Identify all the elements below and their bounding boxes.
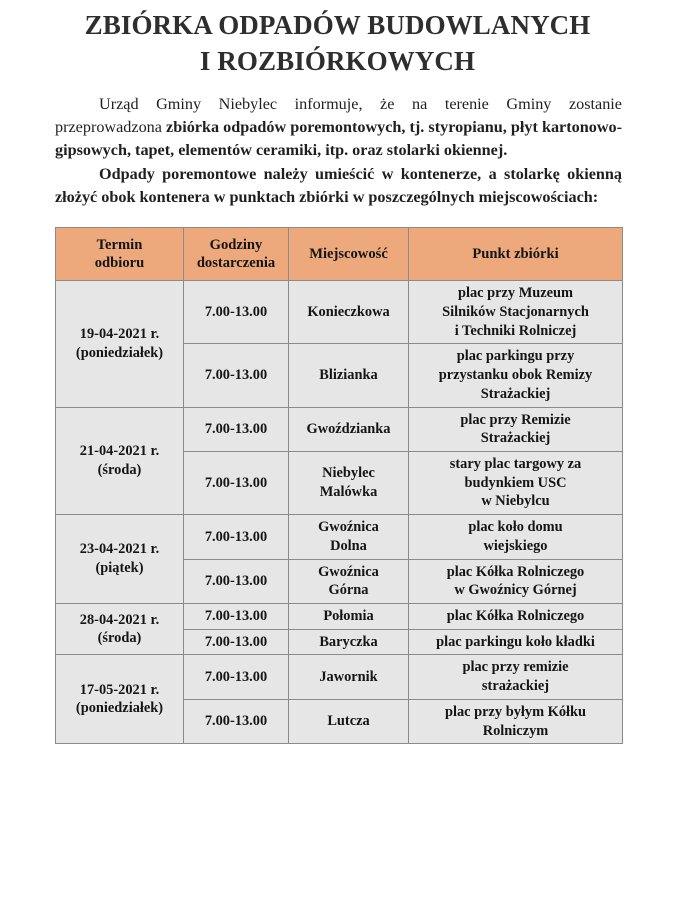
- date-line: 19-04-2021 r.: [79, 326, 160, 343]
- point-lines: [413, 563, 618, 600]
- date-line: (środa): [97, 630, 142, 647]
- cell-pickup-date: [56, 515, 184, 604]
- point-line: Strażackiej: [480, 430, 551, 447]
- announcement-bold-text: zbiórka odpadów poremontowych, tj. styropianu, płyt kartonowo- gipsowych, tapet, elementów ceramiki, itp. oraz stolarki okiennej.: [55, 118, 622, 160]
- point-line: plac przy remizie: [462, 659, 569, 676]
- cell-collection-point: [409, 407, 623, 451]
- locality-line: Niebylec: [322, 465, 375, 482]
- page-title-line-1: ZBIÓRKA ODPADÓW BUDOWLANYCH: [84, 10, 591, 40]
- point-line: plac Kółka Rolniczego: [446, 563, 585, 580]
- locality-line: Gwoźnica: [318, 563, 379, 580]
- table-row: [56, 407, 623, 451]
- locality-lines: [293, 420, 404, 439]
- table-header: [56, 228, 623, 281]
- cell-locality: [289, 407, 409, 451]
- cell-locality: [289, 559, 409, 603]
- cell-pickup-date: [56, 655, 184, 744]
- paragraph-announcement: [55, 93, 622, 162]
- cell-delivery-hours: 7.00-13.00: [184, 629, 289, 655]
- cell-delivery-hours: 7.00-13.00: [184, 452, 289, 515]
- header-line: Punkt zbiórki: [472, 245, 559, 262]
- point-lines: [413, 347, 618, 403]
- cell-collection-point: [409, 452, 623, 515]
- table-row: [56, 515, 623, 559]
- point-line: przystanku obok Remizy: [438, 367, 593, 384]
- header-line: dostarczenia: [196, 255, 276, 272]
- point-line: i Techniki Rolniczej: [454, 322, 577, 339]
- table-header-row: [56, 228, 623, 281]
- cell-delivery-hours: 7.00-13.00: [184, 407, 289, 451]
- point-line: stary plac targowy za: [449, 456, 582, 472]
- column-header-locality: [289, 228, 409, 281]
- date-line: 21-04-2021 r.: [79, 443, 160, 460]
- cell-locality: [289, 344, 409, 407]
- point-line: strażackiej: [481, 678, 550, 695]
- cell-locality: [289, 699, 409, 743]
- locality-line: Jawornik: [319, 668, 378, 685]
- point-line: plac parkingu przy: [456, 348, 575, 365]
- header-lines-hours: [187, 236, 285, 273]
- date-line: 28-04-2021 r.: [79, 611, 160, 628]
- cell-delivery-hours: 7.00-13.00: [184, 699, 289, 743]
- point-line: w Gwoźnicy Górnej: [454, 582, 577, 599]
- intro-text-block: [0, 93, 675, 209]
- cell-locality: [289, 515, 409, 559]
- cell-locality: [289, 655, 409, 699]
- point-line: Strażackiej: [480, 385, 551, 402]
- cell-locality: [289, 281, 409, 344]
- cell-delivery-hours: 7.00-13.00: [184, 515, 289, 559]
- point-line: w Niebylcu: [481, 493, 550, 510]
- locality-lines: [293, 712, 404, 731]
- instructions-text: Odpady poremontowe należy umieścić w kontenerze, a stolarkę okienną złożyć obok kontenera w punktach zbiórki w poszczególnych miejscowościach:: [55, 165, 622, 207]
- date-line: (piątek): [95, 560, 144, 577]
- collection-schedule-table: [55, 227, 623, 744]
- cell-delivery-hours: 7.00-13.00: [184, 281, 289, 344]
- locality-line: Gwoźnica: [318, 519, 379, 536]
- date-lines: [60, 681, 179, 718]
- locality-lines: [293, 464, 404, 501]
- column-header-collection-point: [409, 228, 623, 281]
- point-lines: [413, 658, 618, 695]
- cell-collection-point: [409, 281, 623, 344]
- locality-lines: [293, 668, 404, 687]
- header-lines-date: [59, 236, 180, 273]
- locality-lines: [293, 563, 404, 600]
- cell-collection-point: [409, 344, 623, 407]
- locality-line: Malówka: [319, 484, 378, 501]
- header-line: Miejscowość: [309, 245, 388, 262]
- point-lines: [413, 607, 618, 626]
- point-line: plac koło domu: [468, 519, 563, 536]
- cell-collection-point: [409, 559, 623, 603]
- point-line: plac Kółka Rolniczego: [446, 608, 585, 625]
- header-line: Termin: [96, 236, 143, 253]
- date-line: (poniedziałek): [75, 700, 164, 717]
- date-lines: [60, 540, 179, 577]
- table-row: [56, 281, 623, 344]
- header-lines-point: [412, 245, 619, 264]
- date-lines: [60, 442, 179, 479]
- cell-pickup-date: [56, 604, 184, 655]
- locality-line: Lutcza: [327, 713, 370, 730]
- date-line: 17-05-2021 r.: [79, 681, 160, 698]
- locality-line: Górna: [328, 582, 369, 599]
- cell-delivery-hours: 7.00-13.00: [184, 559, 289, 603]
- header-line: odbioru: [94, 255, 145, 272]
- header-lines-locality: [292, 245, 405, 264]
- cell-collection-point: [409, 604, 623, 630]
- point-line: wiejskiego: [483, 537, 548, 554]
- cell-locality: [289, 604, 409, 630]
- page-title-line-2: I ROZBIÓRKOWYCH: [199, 45, 476, 76]
- date-lines: [60, 325, 179, 362]
- date-line: (poniedziałek): [75, 344, 164, 361]
- table-row: [56, 655, 623, 699]
- locality-line: Blizianka: [319, 367, 378, 384]
- locality-lines: [293, 303, 404, 322]
- cell-pickup-date: [56, 407, 184, 515]
- cell-delivery-hours: 7.00-13.00: [184, 344, 289, 407]
- point-lines: [413, 455, 618, 511]
- locality-line: Dolna: [330, 537, 367, 554]
- locality-line: Baryczka: [319, 633, 378, 650]
- point-lines: [413, 411, 618, 448]
- point-line: budynkiem USC: [464, 474, 567, 491]
- point-line: plac przy Remizie: [460, 411, 571, 428]
- date-lines: [60, 611, 179, 648]
- column-header-pickup-date: [56, 228, 184, 281]
- cell-collection-point: [409, 655, 623, 699]
- announcement-regular-text: Urząd Gminy Niebylec informuje, że na terenie Gminy zostanie przeprowadzona: [55, 95, 622, 137]
- table-body: [56, 281, 623, 744]
- cell-delivery-hours: 7.00-13.00: [184, 604, 289, 630]
- point-lines: [413, 633, 618, 652]
- locality-lines: [293, 518, 404, 555]
- cell-collection-point: [409, 699, 623, 743]
- cell-locality: [289, 452, 409, 515]
- cell-pickup-date: [56, 281, 184, 407]
- column-header-delivery-hours: [184, 228, 289, 281]
- point-lines: [413, 518, 618, 555]
- locality-lines: [293, 607, 404, 626]
- cell-collection-point: [409, 515, 623, 559]
- date-line: (środa): [97, 461, 142, 478]
- point-line: plac parkingu koło kładki: [436, 633, 595, 650]
- point-lines: [413, 703, 618, 740]
- locality-line: Gwoździanka: [306, 420, 391, 437]
- header-line: Godziny: [209, 236, 263, 253]
- cell-delivery-hours: 7.00-13.00: [184, 655, 289, 699]
- locality-line: Konieczkowa: [307, 303, 390, 320]
- locality-lines: [293, 366, 404, 385]
- point-line: Rolniczym: [482, 722, 549, 739]
- page-title: [0, 0, 675, 79]
- paragraph-instructions: [55, 163, 622, 209]
- date-line: 23-04-2021 r.: [79, 541, 160, 558]
- locality-lines: [293, 633, 404, 652]
- table-row: [56, 604, 623, 630]
- point-lines: [413, 284, 618, 340]
- point-line: plac przy byłym Kółku: [444, 703, 587, 720]
- cell-locality: [289, 629, 409, 655]
- point-line: Silników Stacjonarnych: [442, 303, 589, 320]
- schedule-table-container: [0, 227, 675, 744]
- locality-line: Połomia: [323, 608, 374, 625]
- point-line: plac przy Muzeum: [457, 285, 574, 302]
- cell-collection-point: [409, 629, 623, 655]
